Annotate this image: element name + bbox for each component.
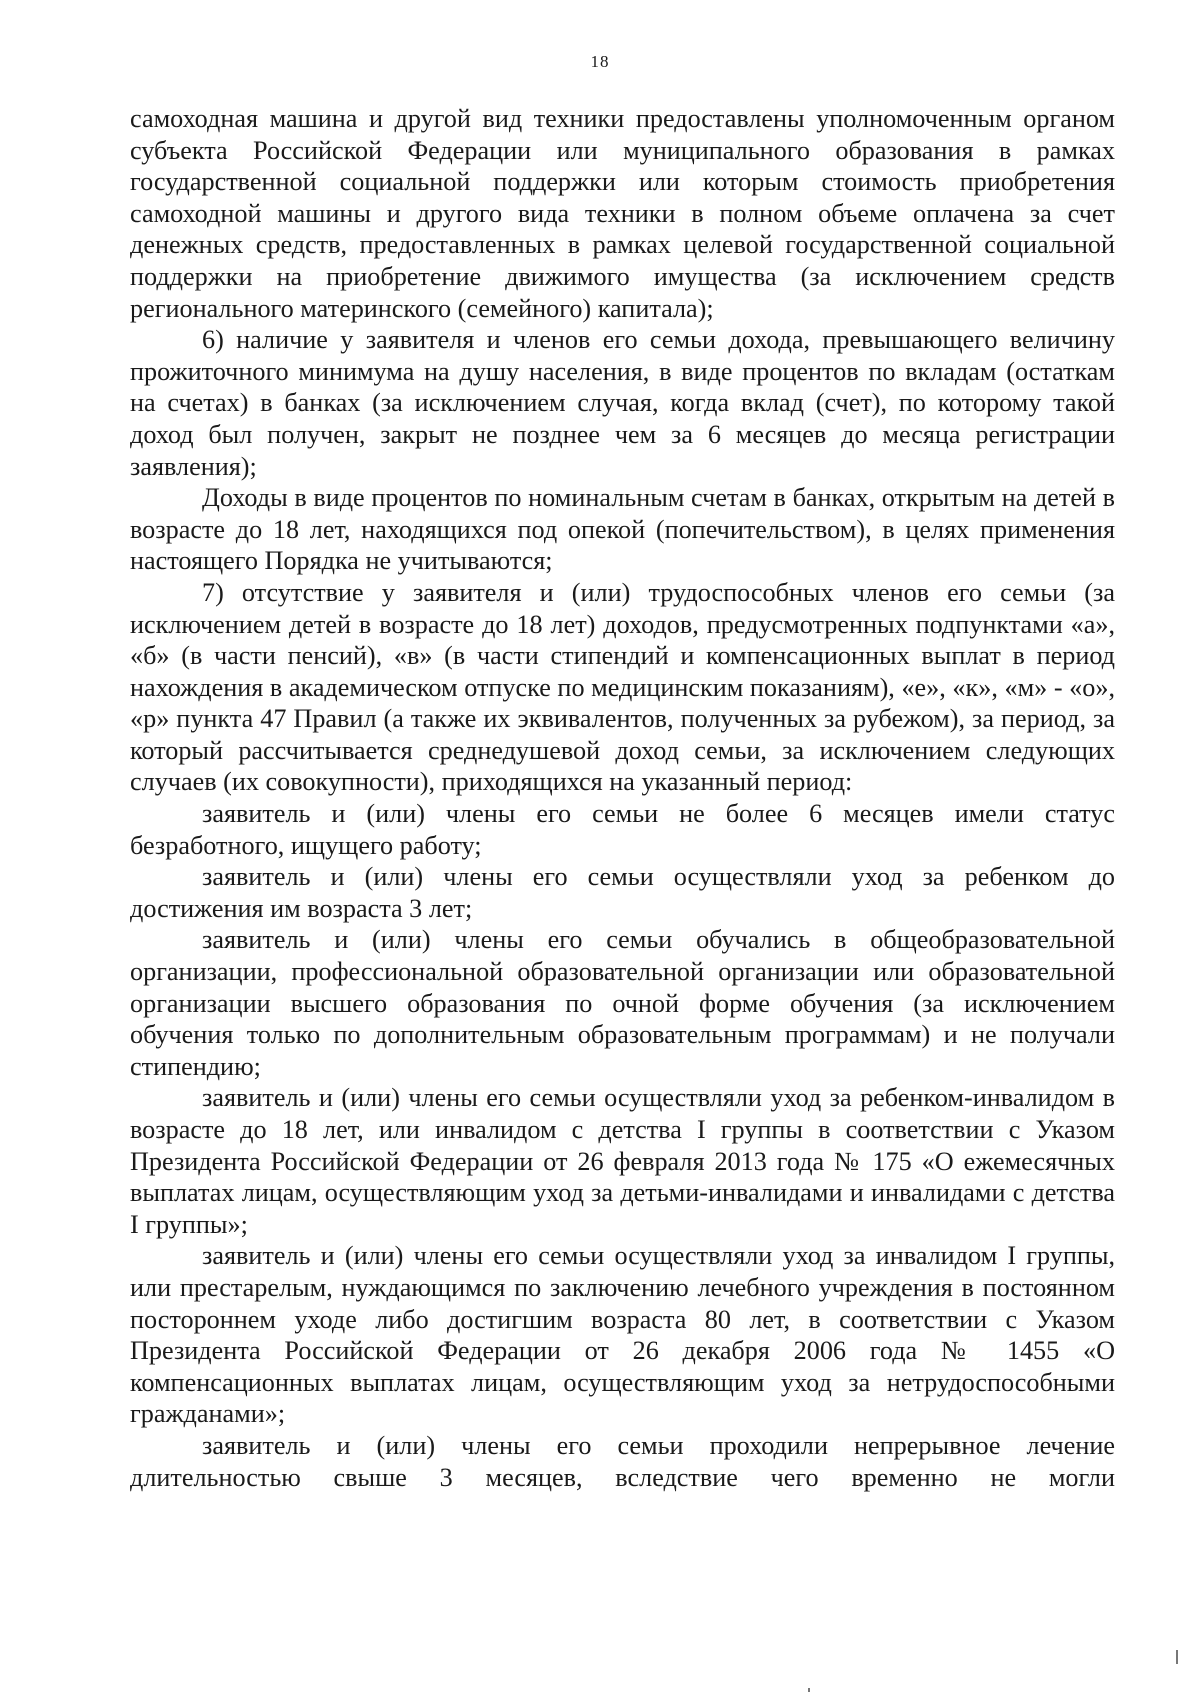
paragraph-exception-childcare: заявитель и (или) члены его семьи осуществляли уход за ребенком до достижения им возраста 3 лет; xyxy=(130,862,1115,923)
paragraph-item-6: 6) наличие у заявителя и членов его семьи дохода, превышающего величину прожиточного минимума на душу населения, в виде процентов по вкладам (остаткам на счетах) в банках (за исключением случая, когда вклад (счет), по которому такой доход был получен, закрыт не позднее чем за 6 месяцев до месяца регистрации заявления); xyxy=(130,325,1115,481)
paragraph-exception-disabled-child-care: заявитель и (или) члены его семьи осуществляли уход за ребенком-инвалидом в возрасте до 18 лет, или инвалидом с детства I группы в соответствии с Указом Президента Российской Федерации от 26 февраля 2013 года № 175 «О ежемесячных выплатах лицам, осуществляющим уход за детьми-инвалидами и инвалидами с детства I группы»; xyxy=(130,1083,1115,1239)
paragraph-item-7: 7) отсутствие у заявителя и (или) трудоспособных членов его семьи (за исключением детей в возрасте до 18 лет) доходов, предусмотренных подпунктами «а», «б» (в части пенсий), «в» (в части стипендий и компенсационных выплат в период нахождения в академическом отпуске по медицинским показаниям), «е», «к», «м» - «о», «р» пункта 47 Правил (а также их эквивалентов, полученных за рубежом), за период, за который рассчитывается среднедушевой доход семьи, за исключением следующих случаев (их совокупности), приходящихся на указанный период: xyxy=(130,577,1115,797)
paragraph-exception-education: заявитель и (или) члены его семьи обучались в общеобразовательной организации, профессиональной образовательной организации или образовательной организации высшего образования по очной форме обучения (за исключением обучения только по дополнительным образовательным программам) и не получали стипендию; xyxy=(130,925,1115,1081)
paragraph-exception-disabled-elderly-care: заявитель и (или) члены его семьи осуществляли уход за инвалидом I группы, или престарелым, нуждающимся по заключению лечебного учреждения в постоянном постороннем уходе либо достигшим возраста 80 лет, в соответствии с Указом Президента Российской Федерации от 26 декабря 2006 года № 1455 «О компенсационных выплатах лицам, осуществляющим уход за нетрудоспособными гражданами»; xyxy=(130,1241,1115,1429)
page-number: 18 xyxy=(590,52,610,71)
paragraph-nominal-accounts: Доходы в виде процентов по номинальным счетам в банках, открытым на детей в возрасте до 18 лет, находящихся под опекой (попечительством), в целях применения настоящего Порядка не учитываются; xyxy=(130,483,1115,576)
scan-artifact-bottom-dot xyxy=(808,1688,810,1692)
scan-artifact-bottom-right xyxy=(1176,1650,1178,1664)
paragraph-vehicle-continuation: самоходная машина и другой вид техники предоставлены уполномоченным органом субъекта Российской Федерации или муниципального образования в рамках государственной социальной поддержки или которым стоимость приобретения самоходной машины и другого вида техники в полном объеме оплачена за счет денежных средств, предоставленных в рамках целевой государственной социальной поддержки на приобретение движимого имущества (за исключением средств регионального материнского (семейного) капитала); xyxy=(130,104,1115,323)
document-body xyxy=(130,103,1115,1493)
paragraph-exception-treatment: заявитель и (или) члены его семьи проходили непрерывное лечение длительностью свыше 3 месяцев, вследствие чего временно не могли xyxy=(130,1430,1115,1492)
paragraph-exception-unemployed: заявитель и (или) члены его семьи не более 6 месяцев имели статус безработного, ищущего работу; xyxy=(130,799,1115,860)
